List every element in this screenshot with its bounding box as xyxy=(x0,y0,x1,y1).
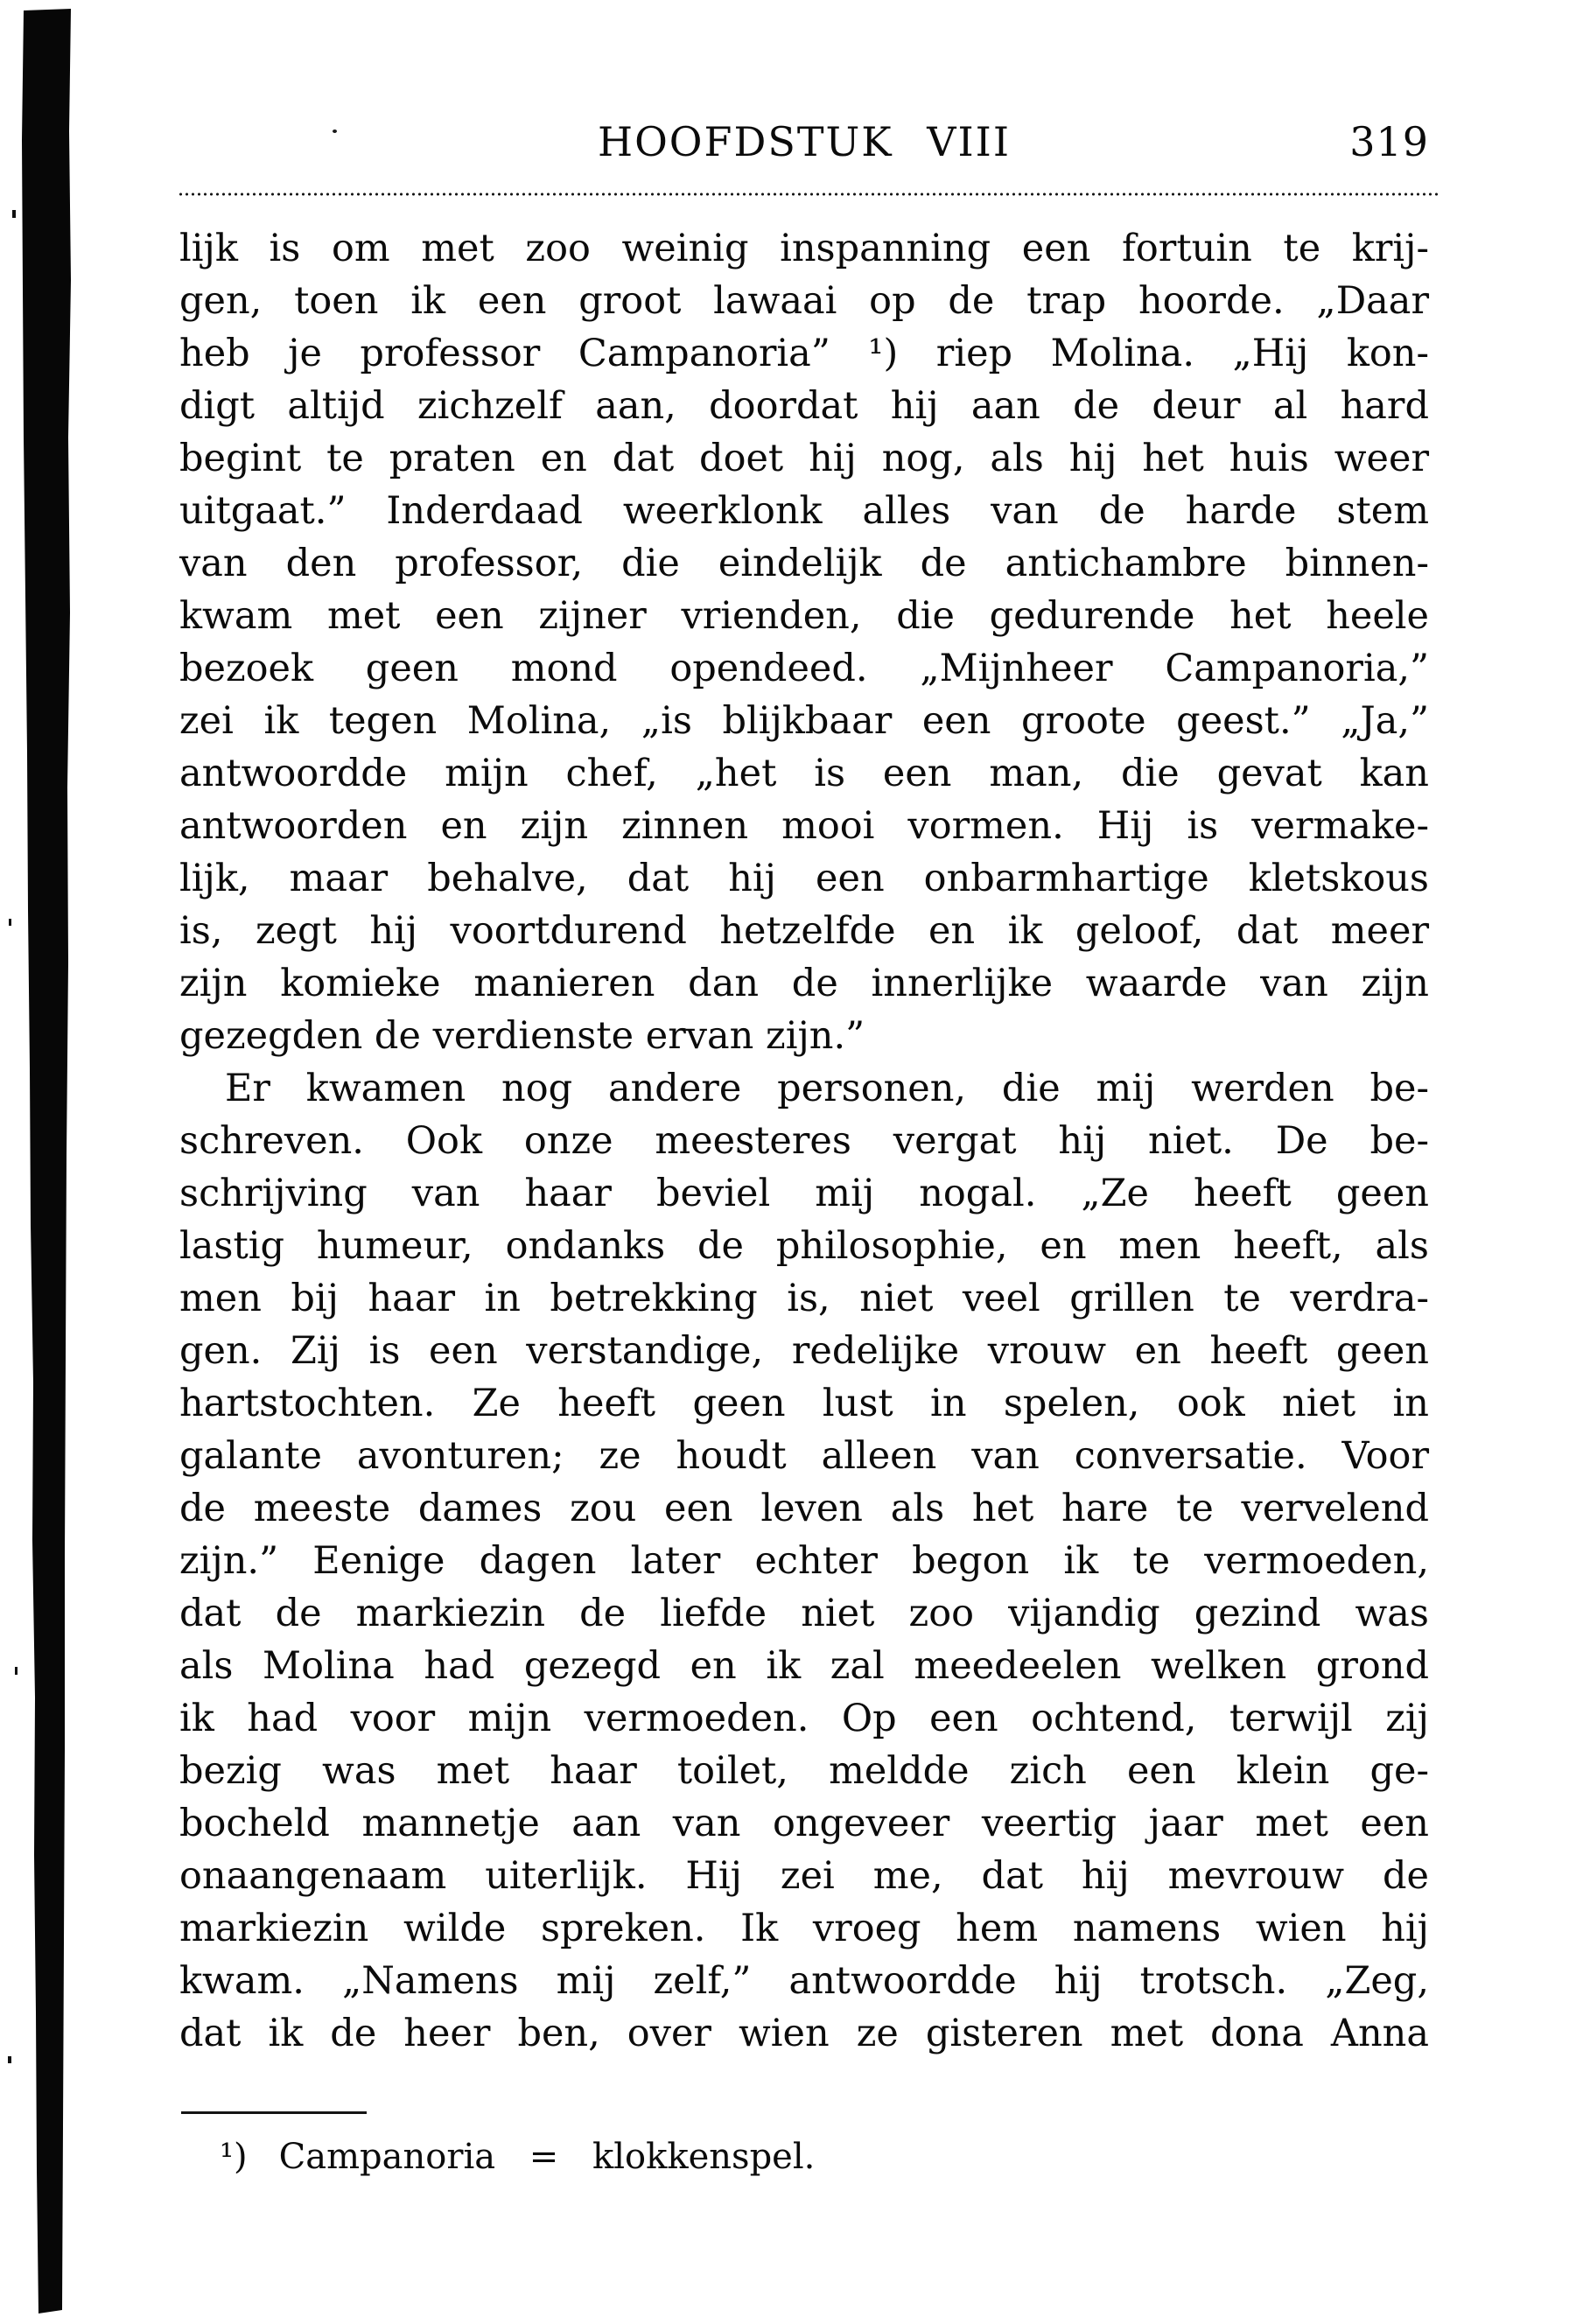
text-line: bezig was met haar toilet, meldde zich een klein ge- xyxy=(179,1749,1429,1793)
text-line: onaangenaam uiterlijk. Hij zei me, dat hij mevrouw de xyxy=(179,1854,1429,1898)
text-line: heb je professor Campanoria” ¹) riep Molina. „Hij kon- xyxy=(179,332,1429,375)
footnote-marker: ¹) xyxy=(220,2137,248,2177)
text-line: hartstochten. Ze heeft geen lust in spelen, ook niet in xyxy=(179,1382,1429,1425)
text-line: van den professor, die eindelijk de antichambre binnen- xyxy=(179,542,1429,585)
text-line: antwoorden en zijn zinnen mooi vormen. Hij is vermake- xyxy=(179,804,1429,848)
footnote-rule xyxy=(181,2111,367,2114)
text-line: digt altijd zichzelf aan, doordat hij aan de deur al hard xyxy=(179,384,1429,428)
body-text xyxy=(179,222,1429,2060)
text-line: bocheld mannetje aan van ongeveer veertig jaar met een xyxy=(179,1802,1429,1845)
text-line: antwoordde mijn chef, „het is een man, die gevat kan xyxy=(179,752,1429,795)
text-line: lastig humeur, ondanks de philosophie, en men heeft, als xyxy=(179,1224,1429,1268)
footnote xyxy=(220,2132,1375,2182)
page-number: 319 xyxy=(1349,118,1429,165)
text-line: men bij haar in betrekking is, niet veel grillen te verdra- xyxy=(179,1277,1429,1320)
text-line: Er kwamen nog andere personen, die mij werden be- xyxy=(225,1067,1429,1110)
text-line: kwam met een zijner vrienden, die gedurende het heele xyxy=(179,594,1429,638)
page-header xyxy=(179,114,1429,170)
text-line: bezoek geen mond opendeed. „Mijnheer Campanoria,” xyxy=(179,647,1429,690)
footnote-text: Campanoria = klokkenspel. xyxy=(278,2137,816,2177)
text-line: is, zegt hij voortdurend hetzelfde en ik geloof, dat meer xyxy=(179,909,1429,953)
text-line: ik had voor mijn vermoeden. Op een ochtend, terwijl zij xyxy=(179,1697,1429,1740)
text-line: schrijving van haar beviel mij nogal. „Ze heeft geen xyxy=(179,1172,1429,1215)
text-line: markiezin wilde spreken. Ik vroeg hem namens wien hij xyxy=(179,1907,1429,1950)
text-line: dat de markiezin de liefde niet zoo vijandig gezind was xyxy=(179,1592,1429,1635)
dotted-rule xyxy=(178,191,1438,196)
text-line: gezegden de verdienste ervan zijn.” xyxy=(179,1014,865,1058)
text-line: begint te praten en dat doet hij nog, als hij het huis weer xyxy=(179,437,1429,480)
text-line: gen. Zij is een verstandige, redelijke vrouw en heeft geen xyxy=(179,1329,1429,1373)
text-line: zijn.” Eenige dagen later echter begon ik te vermoeden, xyxy=(179,1539,1429,1583)
text-line: lijk, maar behalve, dat hij een onbarmhartige kletskous xyxy=(179,857,1429,900)
text-line: dat ik de heer ben, over wien ze gisteren met dona Anna xyxy=(179,2012,1429,2055)
text-line: zei ik tegen Molina, „is blijkbaar een groote geest.” „Ja,” xyxy=(179,699,1429,743)
chapter-title: HOOFDSTUK VIII xyxy=(597,118,1012,165)
text-line: schreven. Ook onze meesteres vergat hij niet. De be- xyxy=(179,1119,1429,1163)
gutter-band-shape xyxy=(0,0,96,2324)
text-line: als Molina had gezegd en ik zal meedeelen welken grond xyxy=(179,1644,1429,1688)
text-line: gen, toen ik een groot lawaai op de trap hoorde. „Daar xyxy=(179,279,1429,323)
text-line: zijn komieke manieren dan de innerlijke waarde van zijn xyxy=(179,962,1429,1005)
text-line: lijk is om met zoo weinig inspanning een fortuin te krij- xyxy=(179,227,1429,270)
text-line: galante avonturen; ze houdt alleen van conversatie. Voor xyxy=(179,1434,1429,1478)
text-line: de meeste dames zou een leven als het hare te vervelend xyxy=(179,1487,1429,1530)
text-line: kwam. „Namens mij zelf,” antwoordde hij trotsch. „Zeg, xyxy=(179,1959,1429,2003)
scan-gutter-band xyxy=(0,0,96,2324)
text-line: uitgaat.” Inderdaad weerklonk alles van de harde stem xyxy=(179,489,1429,533)
